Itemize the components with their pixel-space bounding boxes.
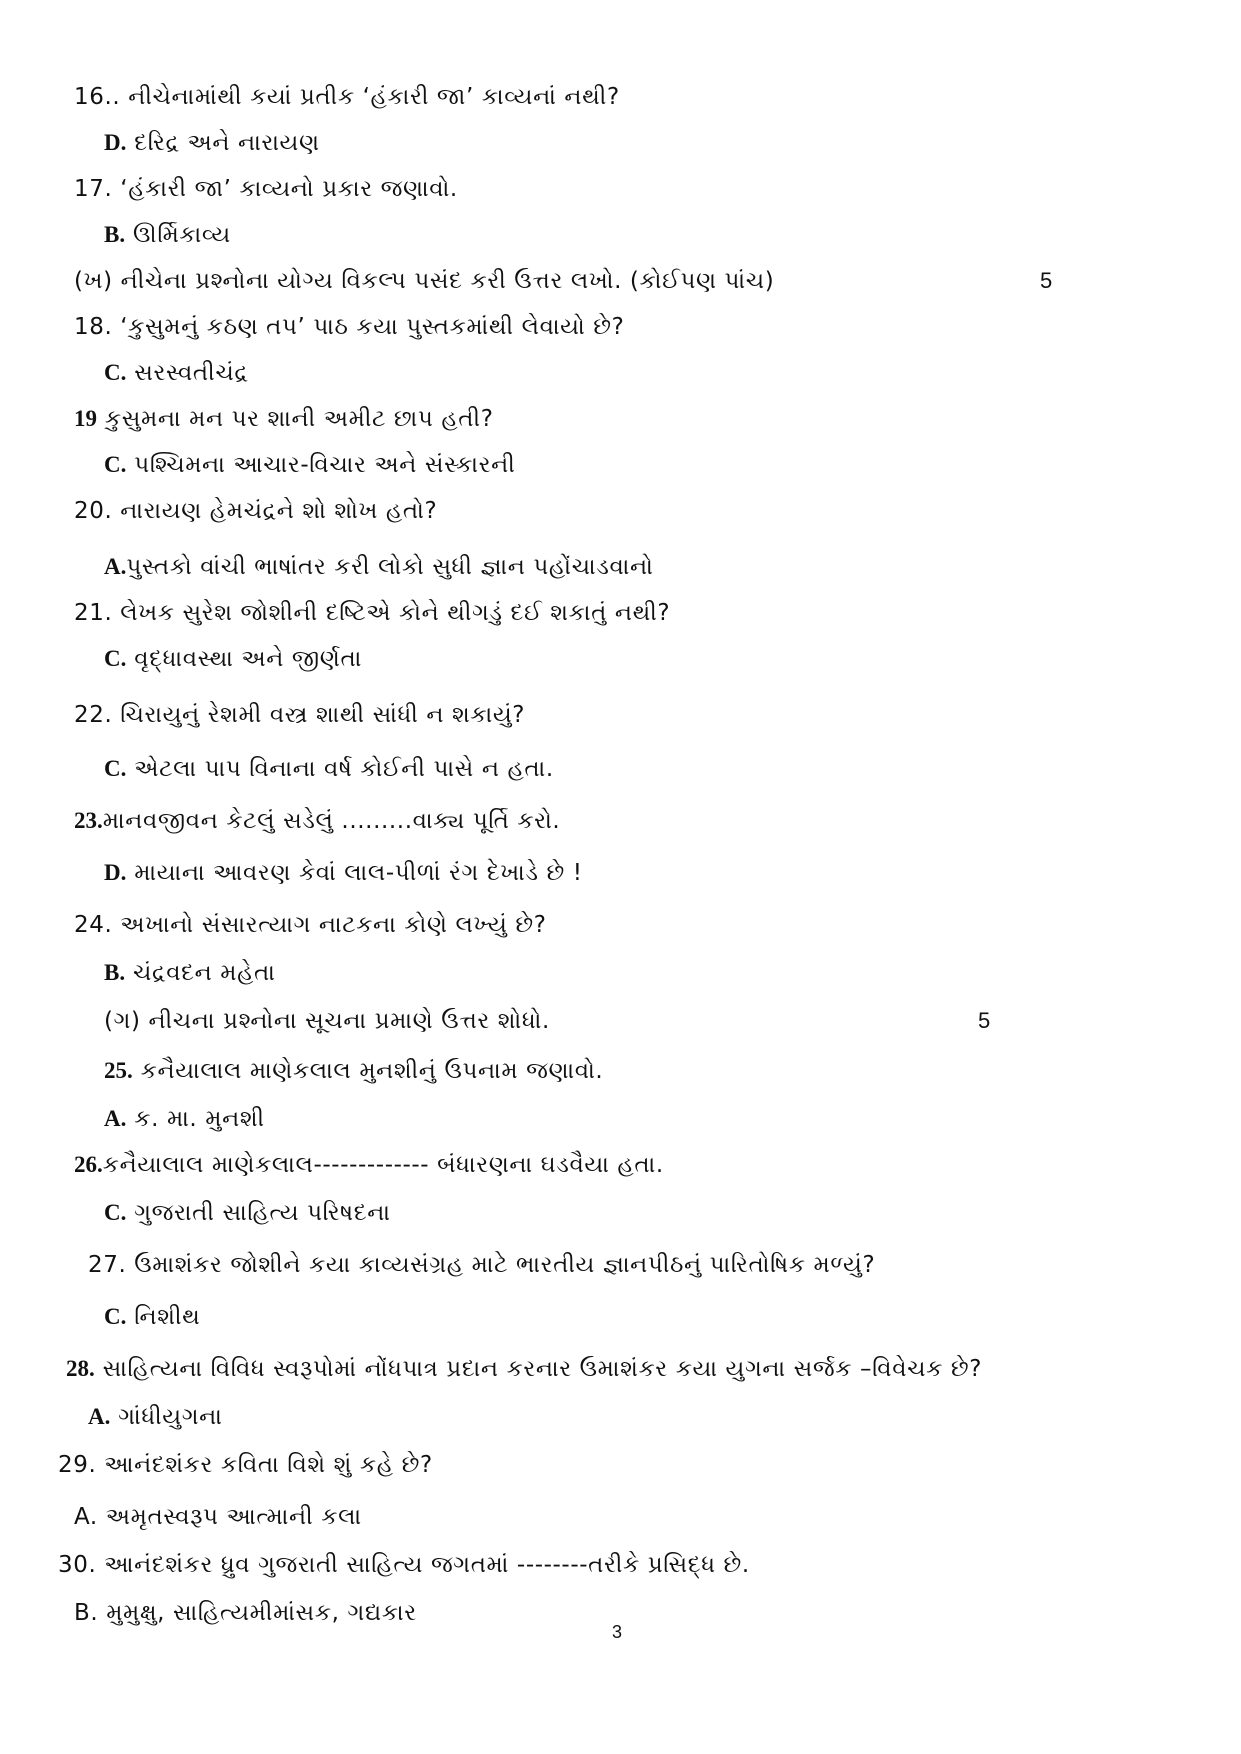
question-18: 18. ‘કુસુમનું કઠણ તપ’ પાઠ કયા પુસ્તકમાંથી લેવાયો છે? [74,314,625,340]
answer-25: A. ક. મા. મુનશી [104,1106,265,1132]
question-25: 25. કનૈયાલાલ માણેકલાલ મુનશીનું ઉપનામ જણાવો. [104,1058,604,1084]
answer-24: B. ચંદ્રવદન મહેતા [104,960,276,986]
section-kha-heading: (ખ) નીચેના પ્રશ્નોના યોગ્ય વિકલ્પ પસંદ કરી ઉત્તર લખો. (કોઈપણ પાંચ) [74,268,775,294]
answer-23: D. માયાના આવરણ કેવાં લાલ-પીળાં રંગ દેખાડે છે ! [104,860,583,886]
answer-17: B. ઊર્મિકાવ્ય [104,222,231,248]
question-16: 16.. નીચેનામાંથી કયાં પ્રતીક ‘હંકારી જા’ કાવ્યનાં નથી? [74,84,620,110]
question-27: 27. ઉમાશંકર જોશીને કયા કાવ્યસંગ્રહ માટે ભારતીય જ્ઞાનપીઠનું પારિતોષિક મળ્યું? [88,1252,876,1278]
question-28: 28. સાહિત્યના વિવિધ સ્વરૂપોમાં નોંધપાત્ર પ્રદાન કરનાર ઉમાશંકર કયા યુગના સર્જક –વિવેચક છે? [66,1356,983,1382]
answer-27: C. નિશીથ [104,1304,201,1330]
question-19: 19 કુસુમના મન પર શાની અમીટ છાપ હતી? [74,406,494,432]
answer-18: C. સરસ્વતીચંદ્ર [104,360,249,386]
question-20: 20. નારાયણ હેમચંદ્રને શો શોખ હતો? [74,498,438,524]
question-26: 26.કનૈયાલાલ માણેકલાલ------------- બંધારણના ઘડવૈયા હતા. [74,1152,664,1178]
answer-19: C. પશ્ચિમના આચાર-વિચાર અને સંસ્કારની [104,452,516,478]
section-kha-marks: 5 [1040,268,1053,293]
section-ga-heading: (ગ) નીચના પ્રશ્નોના સૂચના પ્રમાણે ઉત્તર શોધો. [104,1008,550,1034]
answer-26: C. ગુજરાતી સાહિત્ય પરિષદના [104,1200,391,1226]
question-23: 23.માનવજીવન કેટલું સડેલું .........વાક્ય પૂર્તિ કરો. [74,808,561,834]
answer-21: C. વૃદ્ધાવસ્થા અને જીર્ણતા [104,646,362,672]
question-29: 29. આનંદશંકર કવિતા વિશે શું કહે છે? [58,1452,433,1478]
answer-29: A. અમૃતસ્વરૂપ આત્માની કલા [74,1504,362,1530]
section-ga-marks: 5 [978,1008,991,1033]
answer-16: D. દરિદ્ર અને નારાયણ [104,130,320,156]
answer-30: B. મુમુક્ષુ, સાહિત્યમીમાંસક, ગદ્યકાર [74,1600,417,1626]
answer-28: A. ગાંધીયુગના [88,1404,223,1430]
question-30: 30. આનંદશંકર ધ્રુવ ગુજરાતી સાહિત્ય જગતમાં --------તરીકે પ્રસિદ્ધ છે. [58,1552,750,1578]
question-17: 17. ‘હંકારી જા’ કાવ્યનો પ્રકાર જણાવો. [74,176,458,202]
question-24: 24. અખાનો સંસારત્યાગ નાટકના કોણે લખ્યું છે? [74,912,547,938]
answer-22: C. એટલા પાપ વિનાના વર્ષ કોઈની પાસે ન હતા. [104,756,554,782]
question-21: 21. લેખક સુરેશ જોશીની દષ્ટિએ કોને થીગડું દઈ શકાતું નથી? [74,600,671,626]
page-number: 3 [612,1622,623,1642]
answer-20: A.પુસ્તકો વાંચી ભાષાંતર કરી લોકો સુધી જ્ઞાન પહોંચાડવાનો [104,554,654,580]
question-22: 22. ચિરાયુનું રેશમી વસ્ત્ર શાથી સાંધી ન શકાયું? [74,702,526,728]
